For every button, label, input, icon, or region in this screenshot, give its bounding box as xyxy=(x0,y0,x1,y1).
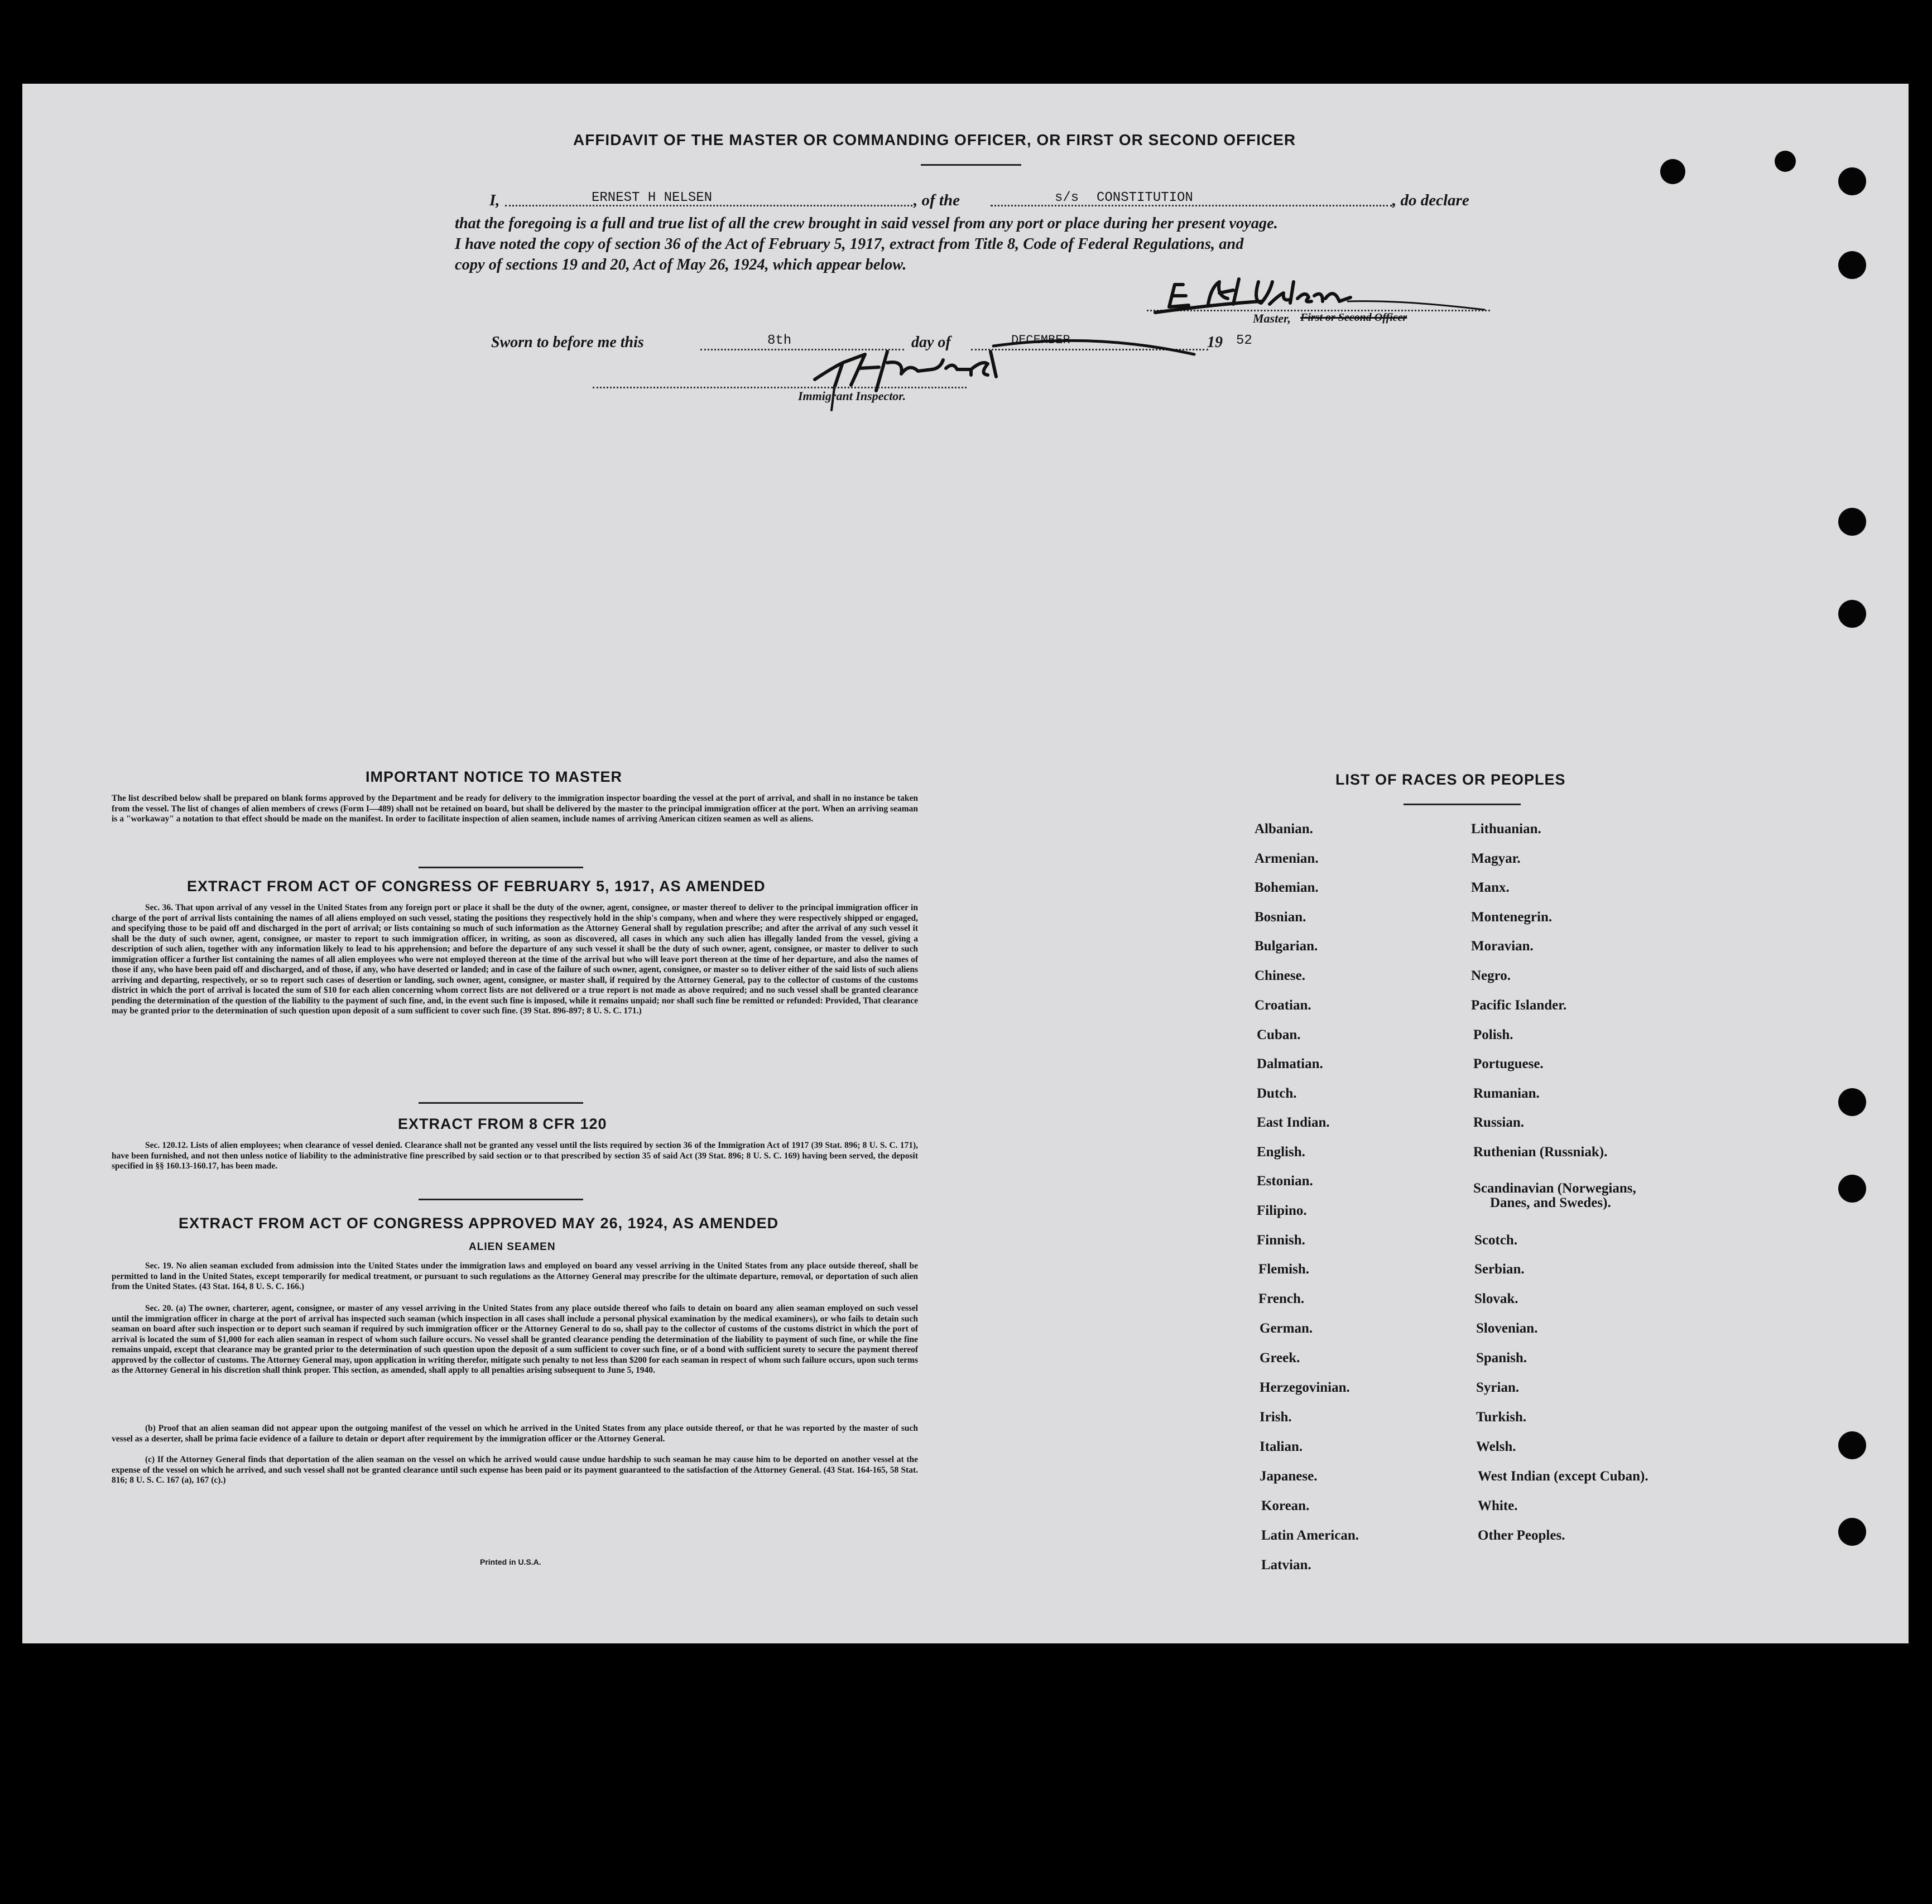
i-label: I, xyxy=(489,191,500,209)
sworn-month: DECEMBER xyxy=(1011,333,1070,347)
sworn-day: 8th xyxy=(767,333,792,348)
punch-hole xyxy=(1838,1175,1866,1203)
declaration-line-2: that the foregoing is a full and true list of all the crew brought in said vessel from any port or place during her present voyage. xyxy=(455,215,1278,232)
declaration-line-3: I have noted the copy of section 36 of the Act of February 5, 1917, extract from Title 8, Code of Federal Regulations, and xyxy=(455,235,1244,253)
race-item: Dalmatian. xyxy=(1257,1056,1323,1071)
extract-1924-sec20b: (b) Proof that an alien seaman did not appear upon the outgoing manifest of the vessel on which he arrived in the United States from any place outside thereof, or that he was reported by the master of such vessel as a deserter, shall be prima facie evidence of a failure to detain or deport after requirement by the immigration officer or the Attorney General. xyxy=(112,1424,918,1444)
race-item: Turkish. xyxy=(1476,1410,1527,1425)
race-item: Other Peoples. xyxy=(1478,1528,1565,1543)
extract-cfr-body: Sec. 120.12. Lists of alien employees; when clearance of vessel denied. Clearance shall not be granted any vessel until the lists required by section 36 of the Immigration Act of 1917 (39 Stat. 896; 8 U. S. C. 171), have been furnished, and not then unless notice of liability to the administrative fine prescribed by said section or to that prescribed by section 35 of said Act (39 Stat. 896; 8 U. S. C. 169) having been served, the deposit specified in §§ 160.13-160.17, has been made. xyxy=(112,1141,918,1171)
punch-hole xyxy=(1838,251,1866,279)
extract-1924-sec20a: Sec. 20. (a) The owner, charterer, agent, consignee, or master of any vessel arriving in the United States from any place outside thereof who fails to detain on board any alien seaman employed on such vessel until the immigration officer in charge at the port of arrival has inspected such seaman (which inspection in all cases shall include a personal physical examination by the medical examiners), or who fails to detain such seaman on board after such inspection or to deport such seaman if required by such immigration officer or the Attorney General to do so, shall pay to the collector of customs of the customs district in which the port of arrival is located the sum of $1,000 for each alien seaman in respect of whom such failure occurs. No vessel shall be granted clearance pending the determination of the liability to payment of such fine, or while the fine remains unpaid, except that clearance may be granted prior to the determination of such question upon the deposit of a sum sufficient to cover such fine, or of a bond with sufficient surety to secure the payment thereof approved by the collector of customs. The Attorney General may, upon application in writing therefor, mitigate such penalty to not less than $200 for each seaman in respect of whom such failure occurs, upon such terms as the Attorney General in his discretion shall think proper. This section, as amended, shall apply to all penalties arising subsequent to June 5, 1940. xyxy=(112,1304,918,1375)
race-item: Slovenian. xyxy=(1476,1321,1538,1336)
master-name: ERNEST H NELSEN xyxy=(592,190,713,205)
extract-1924-title: EXTRACT FROM ACT OF CONGRESS APPROVED MAY 26, 1924, AS AMENDED xyxy=(179,1215,779,1232)
race-item: Chinese. xyxy=(1255,968,1305,983)
race-item: Filipino. xyxy=(1257,1203,1307,1218)
race-item: Ruthenian (Russniak). xyxy=(1473,1145,1608,1160)
of-the-label: , of the xyxy=(914,191,960,209)
sworn-label: Sworn to before me this xyxy=(491,334,644,351)
punch-hole-small xyxy=(1660,159,1685,184)
extract-cfr-rule xyxy=(419,1199,583,1200)
title-rule xyxy=(921,164,1021,166)
year-suffix: 52 xyxy=(1236,333,1252,348)
race-item: Rumanian. xyxy=(1473,1086,1540,1101)
race-item: White. xyxy=(1478,1498,1518,1513)
notice-rule xyxy=(419,867,583,868)
race-item: Latin American. xyxy=(1261,1528,1359,1543)
vessel-name: CONSTITUTION xyxy=(1097,190,1193,205)
race-item: English. xyxy=(1257,1145,1305,1160)
race-item: Montenegrin. xyxy=(1471,910,1553,925)
race-item: Portuguese. xyxy=(1473,1056,1544,1071)
day-of-label: day of xyxy=(911,334,951,351)
races-title: LIST OF RACES OR PEOPLES xyxy=(1335,771,1566,788)
affidavit-title: AFFIDAVIT OF THE MASTER OR COMMANDING OFFICER, OR FIRST OR SECOND OFFICER xyxy=(573,131,1296,148)
race-item: German. xyxy=(1260,1321,1313,1336)
race-item: French. xyxy=(1258,1291,1305,1306)
do-declare-label: , do declare xyxy=(1392,191,1469,209)
race-item: Lithuanian. xyxy=(1471,821,1541,836)
race-item: Syrian. xyxy=(1476,1380,1520,1395)
inspector-label: Immigrant Inspector. xyxy=(798,389,906,403)
race-item: Manx. xyxy=(1471,880,1510,895)
master-label: Master, xyxy=(1253,311,1291,325)
race-item: Bulgarian. xyxy=(1255,939,1318,954)
race-item: Irish. xyxy=(1260,1410,1292,1425)
race-item: Magyar. xyxy=(1471,851,1521,866)
extract-1924-subtitle: ALIEN SEAMEN xyxy=(469,1241,556,1253)
race-item: Scotch. xyxy=(1474,1233,1518,1248)
race-item: Italian. xyxy=(1260,1439,1303,1454)
notice-body: The list described below shall be prepared on blank forms approved by the Department and be ready for delivery to the immigration inspector boarding the vessel at the port of arrival, and shall in no instance be taken from the vessel. The list of changes of alien members of crews (Form I—489) shall not be retained on board, but shall be delivered by the master to the principal immigration officer at the port. When an arriving seaman is a "workaway" a notation to that effect should be made on the manifest. In order to facilitate inspection of alien seamen, include names of arriving American citizen seamen as well as aliens. xyxy=(112,794,918,824)
race-item: Russian. xyxy=(1473,1115,1525,1130)
race-item: Welsh. xyxy=(1476,1439,1516,1454)
punch-hole xyxy=(1838,508,1866,536)
extract-1917-title: EXTRACT FROM ACT OF CONGRESS OF FEBRUARY 5, 1917, AS AMENDED xyxy=(187,878,766,895)
race-item: Bosnian. xyxy=(1255,910,1306,925)
punch-hole xyxy=(1838,1088,1866,1116)
race-item: Scandinavian (Norwegians, xyxy=(1473,1181,1636,1196)
race-item: Croatian. xyxy=(1255,998,1311,1013)
race-item: Estonian. xyxy=(1257,1174,1313,1189)
race-item: Finnish. xyxy=(1257,1233,1305,1248)
form-sheet xyxy=(22,84,1909,1643)
race-item: Negro. xyxy=(1471,968,1511,983)
punch-hole xyxy=(1838,1518,1866,1546)
inspector-signature-line xyxy=(593,387,967,388)
race-item: Pacific Islander. xyxy=(1471,998,1567,1013)
race-item: East Indian. xyxy=(1257,1115,1330,1130)
extract-1924-sec19: Sec. 19. No alien seaman excluded from admission into the United States under the immigration laws and employed on board any vessel arriving in the United States from any place outside thereof, shall be permitted to land in the United States, except temporarily for medical treatment, or pursuant to such regulations as the Attorney General may prescribe for the ultimate departure, removal, or deportation of such alien from the United States. (43 Stat. 164, 8 U. S. C. 166.) xyxy=(112,1261,918,1291)
race-item: Spanish. xyxy=(1476,1350,1527,1366)
extract-1917-rule xyxy=(419,1102,583,1104)
punch-hole xyxy=(1838,1431,1866,1459)
race-item: Cuban. xyxy=(1257,1027,1301,1042)
extract-1924-sec20c: (c) If the Attorney General finds that deportation of the alien seaman on the vessel on which he arrived would cause undue hardship to such seaman he may cause him to be deported on another vessel at the expense of the vessel on which he arrived, and such vessel shall not be granted clearance until such expense has been paid or its payment guaranteed to the satisfaction of the Attorney General. (43 Stat. 164-165, 58 Stat. 816; 8 U. S. C. 167 (a), 167 (c).) xyxy=(112,1455,918,1485)
master-struck-label: First or Second Officer xyxy=(1300,311,1407,324)
race-item: Flemish. xyxy=(1258,1262,1309,1277)
race-item: Albanian. xyxy=(1255,821,1313,836)
race-item: Korean. xyxy=(1261,1498,1310,1513)
printed-in-usa: Printed in U.S.A. xyxy=(480,1557,541,1566)
race-item: Moravian. xyxy=(1471,939,1534,954)
declaration-line-4: copy of sections 19 and 20, Act of May 26, 1924, which appear below. xyxy=(455,256,907,273)
race-item: Bohemian. xyxy=(1255,880,1319,895)
race-item: Herzegovinian. xyxy=(1260,1380,1350,1395)
race-item: Polish. xyxy=(1473,1027,1513,1042)
punch-hole xyxy=(1838,600,1866,628)
punch-hole xyxy=(1838,167,1866,195)
race-item: Slovak. xyxy=(1474,1291,1518,1306)
races-rule xyxy=(1404,804,1521,805)
extract-1917-body: Sec. 36. That upon arrival of any vessel in the United States from any foreign port or place it shall be the duty of the owner, agent, consignee, or master thereof to deliver to the principal immigration officer in charge of the port of arrival lists containing the names of all aliens employed on such vessel, stating the positions they respectively hold in the ship's company, when and where they were respectively shipped or engaged, and specifying those to be paid off and discharged in the port of arrival; or lists containing so much of such information as the Attorney General shall by regulation prescribe; and after the arrival of any such vessel it shall be the duty of such owner, agent, consignee, or master to report to such immigration officer, in writing, as soon as discovered, all cases in which any such alien has illegally landed from the vessel, giving a description of such alien, together with any information likely to lead to his apprehension; and before the departure of any such vessel it shall be the duty of such owner, agent, consignee, or master to deliver to such immigration officer a further list containing the names of all alien employees who were not employed thereon at the time of the arrival but who will leave port thereon at the time of her departure, and also the names of those if any, who have been paid off and discharged, and of those, if any, who have deserted or landed; and in case of the failure of such owner, agent, consignee, or master so to deliver either of the said lists of such aliens arriving and departing, respectively, or so to report such cases of desertion or landing, such owner, agent, consignee, or master shall, if required by the Attorney General, pay to the collector of customs of the customs district in which the port of arrival is located the sum of $10 for each alien concerning whom correct lists are not delivered or a true report is not made as above required; and no such vessel shall be granted clearance pending the determination of the question of the liability to the payment of such fine, and, in the event such fine is imposed, while it remains unpaid; nor shall such fine be remitted or refunded: Provided, That clearance may be granted prior to the determination of such question upon deposit of a sum sufficient to cover such fine. (39 Stat. 896-897; 8 U. S. C. 171.) xyxy=(112,903,918,1016)
extract-cfr-title: EXTRACT FROM 8 CFR 120 xyxy=(398,1116,607,1132)
race-item: West Indian (except Cuban). xyxy=(1478,1469,1649,1484)
notice-title: IMPORTANT NOTICE TO MASTER xyxy=(366,768,622,785)
race-item: Armenian. xyxy=(1255,851,1319,866)
race-item: Danes, and Swedes). xyxy=(1490,1195,1611,1210)
race-item: Greek. xyxy=(1260,1350,1300,1366)
punch-hole-small xyxy=(1775,151,1796,172)
race-item: Japanese. xyxy=(1260,1469,1318,1484)
vessel-prefix: s/s xyxy=(1055,190,1079,205)
race-item: Latvian. xyxy=(1261,1557,1311,1573)
race-item: Serbian. xyxy=(1474,1262,1525,1277)
race-item: Dutch. xyxy=(1257,1086,1297,1101)
year-prefix: 19 xyxy=(1207,334,1223,351)
